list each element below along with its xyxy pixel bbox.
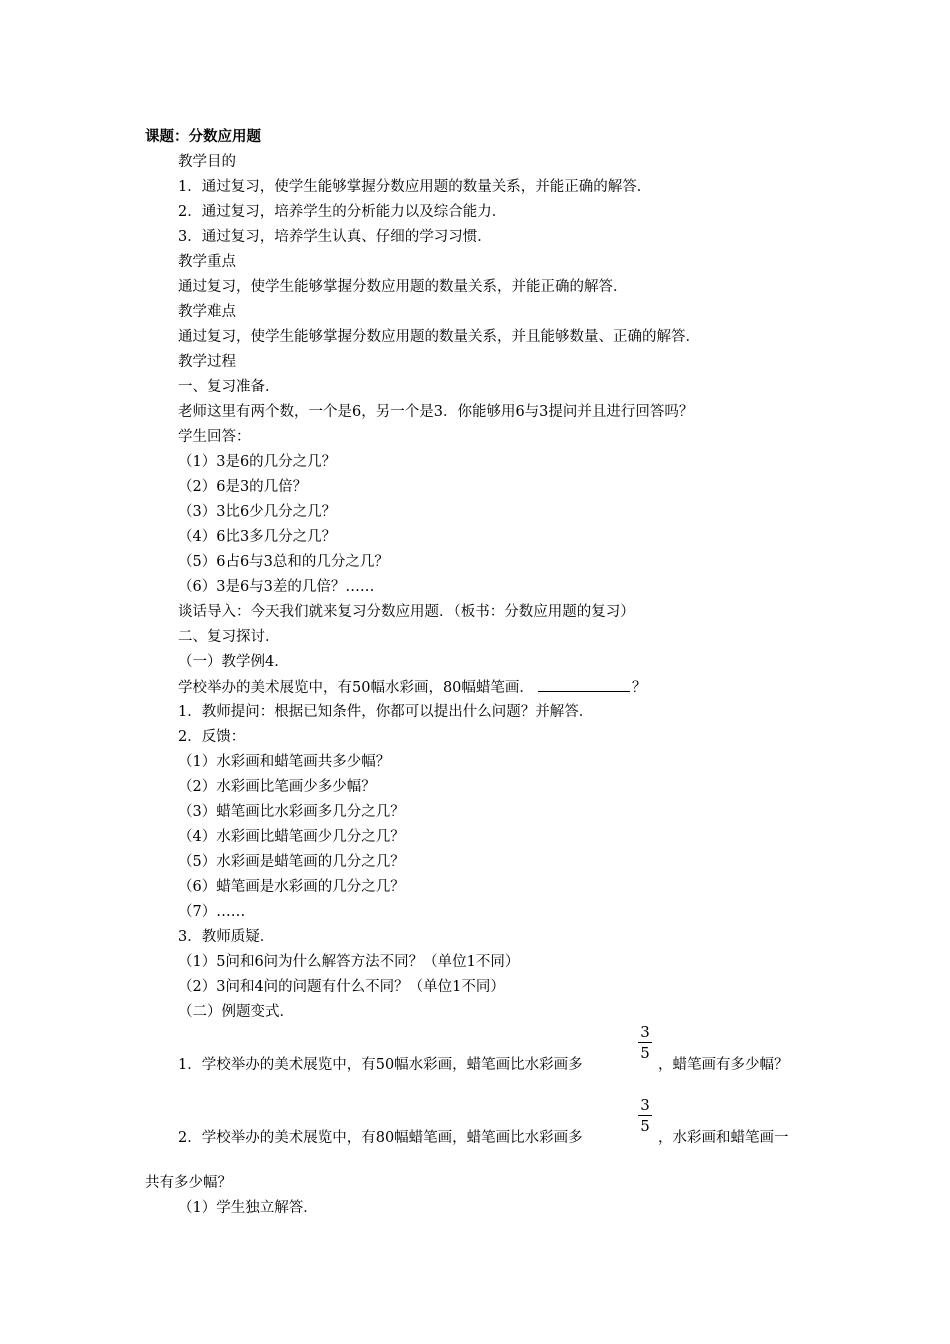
student-answer-label: 学生回答： (178, 429, 251, 445)
answer-item-6: （6）3是6与3差的几倍？…… (178, 579, 375, 595)
fraction-bar (638, 1115, 652, 1116)
fill-in-blank (538, 677, 630, 692)
difficulty-text: 通过复习，使学生能够掌握分数应用题的数量关系，并且能够数量、正确的解答． (178, 329, 700, 345)
heading-teaching-purpose: 教学目的 (178, 154, 236, 170)
variant-1-fraction (637, 1023, 653, 1062)
variant-2-continuation: 共有多少幅？ (145, 1175, 232, 1191)
feedback-item-6: （6）蜡笔画是水彩画的几分之几？ (178, 879, 405, 895)
example-problem-text: 学校举办的美术展览中，有50幅水彩画，80幅蜡笔画． (178, 680, 534, 696)
section-review-discussion: 二、复习探讨． (178, 629, 280, 645)
purpose-item-1: 1．通过复习，使学生能够掌握分数应用题的数量关系，并能正确的解答． (178, 179, 652, 195)
subsection-variants: （二）例题变式． (178, 1004, 294, 1020)
feedback-item-3: （3）蜡笔画比水彩画多几分之几？ (178, 804, 405, 820)
fraction-numerator: 3 (640, 1023, 650, 1041)
doubt-item-2: （2）3问和4问的问题有什么不同？（单位1不同） (178, 979, 505, 995)
fraction-numerator: 3 (640, 1096, 650, 1114)
answer-item-1: （1）3是6的几分之几？ (178, 454, 337, 470)
solve-step-1: （1）学生独立解答． (178, 1200, 318, 1216)
fraction-denominator: 5 (640, 1117, 650, 1135)
answer-item-2: （2）6是3的几倍？ (178, 479, 308, 495)
section-review-prep: 一、复习准备． (178, 379, 280, 395)
heading-difficulty: 教学难点 (178, 304, 236, 320)
example-problem-line (178, 677, 646, 698)
fraction-bar (638, 1042, 652, 1043)
example-problem-end: ？ (631, 680, 647, 696)
feedback-item-5: （5）水彩画是蜡笔画的几分之几？ (178, 854, 405, 870)
doubt-item-1: （1）5问和6问为什么解答方法不同？（单位1不同） (178, 954, 520, 970)
answer-item-5: （5）6占6与3总和的几分之几？ (178, 554, 389, 570)
intro-talk: 谈话导入：今天我们就来复习分数应用题．（板书：分数应用题的复习） (178, 604, 635, 620)
variant-2-before: 2．学校举办的美术展览中，有80幅蜡笔画，蜡笔画比水彩画多 (178, 1130, 583, 1146)
subsection-example-4: （一）教学例4． (178, 654, 289, 670)
purpose-item-3: 3．通过复习，培养学生认真、仔细的学习习惯． (178, 229, 492, 245)
variant-1-before: 1．学校举办的美术展览中，有50幅水彩画，蜡笔画比水彩画多 (178, 1057, 583, 1073)
heading-process: 教学过程 (178, 354, 236, 370)
variant-1-after: ，蜡笔画有多少幅？ (658, 1057, 789, 1073)
heading-key-point: 教学重点 (178, 254, 236, 270)
answer-item-3: （3）3比6少几分之几？ (178, 504, 337, 520)
feedback-item-4: （4）水彩画比蜡笔画少几分之几？ (178, 829, 405, 845)
step-teacher-ask: 1．教师提问：根据已知条件，你都可以提出什么问题？并解答． (178, 704, 594, 720)
fraction-denominator: 5 (640, 1044, 650, 1062)
variant-2-after: ，水彩画和蜡笔画一 (658, 1130, 789, 1146)
feedback-item-7: （7）…… (178, 904, 246, 920)
teacher-question: 老师这里有两个数，一个是6，另一个是3．你能够用6与3提问并且进行回答吗？ (178, 404, 694, 420)
step-feedback: 2．反馈： (178, 729, 246, 745)
feedback-item-1: （1）水彩画和蜡笔画共多少幅？ (178, 754, 391, 770)
purpose-item-2: 2．通过复习，培养学生的分析能力以及综合能力． (178, 204, 507, 220)
variant-2-fraction (637, 1096, 653, 1135)
key-point-text: 通过复习，使学生能够掌握分数应用题的数量关系，并能正确的解答． (178, 279, 628, 295)
answer-item-4: （4）6比3多几分之几？ (178, 529, 337, 545)
feedback-item-2: （2）水彩画比笔画少多少幅？ (178, 779, 376, 795)
lesson-title: 课题：分数应用题 (145, 128, 261, 145)
step-teacher-doubt: 3．教师质疑． (178, 929, 275, 945)
